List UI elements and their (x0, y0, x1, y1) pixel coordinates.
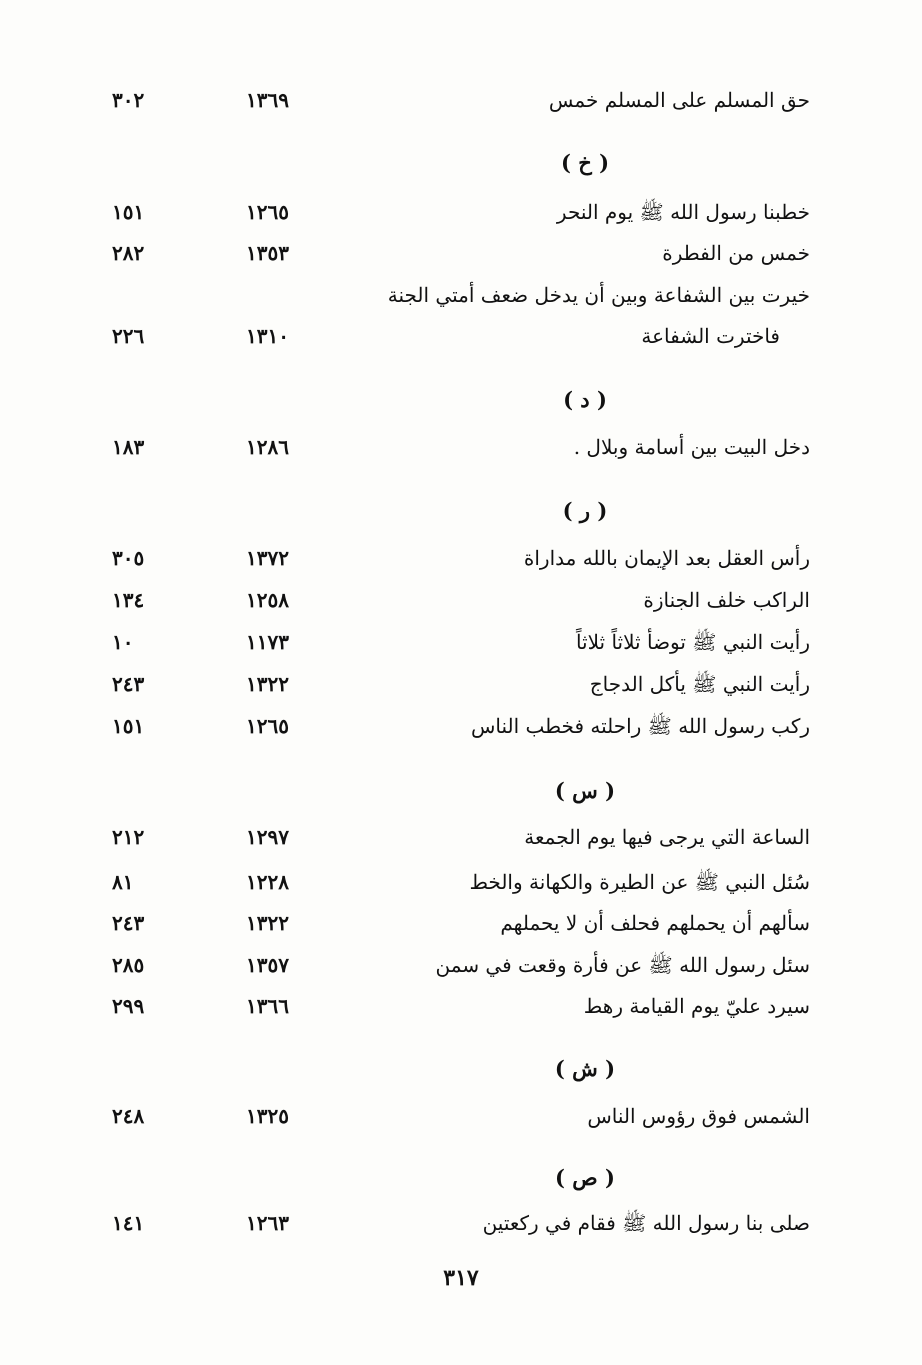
entry-text: سئل رسول الله ﷺ عن فأرة وقعت في سمن (435, 953, 810, 977)
page-reference: ١٨٣ (112, 435, 145, 459)
page-reference: ٢٤٣ (112, 672, 145, 696)
entry-text: دخل البيت بين أسامة وبلال . (573, 435, 810, 459)
entry-text: الساعة التي يرجى فيها يوم الجمعة (524, 825, 810, 849)
entry-text: خمس من الفطرة (662, 241, 810, 265)
page-reference: ٢٨٢ (112, 241, 145, 265)
entry-text: رأيت النبي ﷺ يأكل الدجاج (589, 672, 810, 696)
page-reference: ٨١ (112, 870, 134, 894)
page-reference: ١٥١ (112, 714, 145, 738)
entry-text: رأيت النبي ﷺ توضأ ثلاثاً ثلاثاً (575, 630, 810, 654)
hadith-number: ١٣٢٢ (246, 672, 289, 696)
hadith-number: ١٢٥٨ (246, 588, 289, 612)
hadith-number: ١٢٦٥ (246, 714, 289, 738)
entry-text: الشمس فوق رؤوس الناس (587, 1104, 810, 1128)
hadith-number: ١٣٥٣ (246, 241, 289, 265)
index-entry (0, 231, 922, 275)
letter-heading: ( س ) (554, 778, 616, 803)
index-entry (0, 578, 922, 622)
letter-heading: ( ش ) (554, 1056, 616, 1081)
page-number: ٣١٧ (443, 1265, 479, 1291)
index-entry (0, 901, 922, 945)
entry-text: رأس العقل بعد الإيمان بالله مداراة (523, 546, 810, 570)
hadith-number: ١٣٧٢ (246, 546, 289, 570)
letter-heading: ( خ ) (560, 150, 610, 175)
index-entry (0, 984, 922, 1028)
page-reference: ٢٨٥ (112, 953, 145, 977)
hadith-number: ١٢٢٨ (246, 870, 289, 894)
entry-text: خطبنا رسول الله ﷺ يوم النحر (556, 200, 810, 224)
hadith-number: ١٣٦٦ (246, 994, 289, 1018)
entry-text: حق المسلم على المسلم خمس (548, 88, 810, 112)
page-reference: ١٠ (112, 630, 134, 654)
index-entry (0, 662, 922, 706)
hadith-number: ١٢٩٧ (246, 825, 289, 849)
page-reference: ٣٠٥ (112, 546, 145, 570)
entry-text: صلى بنا رسول الله ﷺ فقام في ركعتين (482, 1211, 810, 1235)
letter-heading: ( ص ) (555, 1165, 615, 1190)
index-entry (0, 943, 922, 987)
entry-text: فاخترت الشفاعة (641, 324, 780, 348)
page-reference: ١٥١ (112, 200, 145, 224)
index-entry (0, 620, 922, 664)
page-reference: ١٣٤ (112, 588, 145, 612)
index-entry (0, 1201, 922, 1245)
page-reference: ٢٢٦ (112, 324, 145, 348)
hadith-number: ١٢٨٦ (246, 435, 289, 459)
entry-text: ركب رسول الله ﷺ راحلته فخطب الناس (470, 714, 810, 738)
hadith-number: ١١٧٣ (246, 630, 289, 654)
index-entry (0, 78, 922, 122)
index-entry (0, 273, 922, 317)
entry-text: سألهم أن يحملهم فحلف أن لا يحملهم (500, 911, 810, 935)
page-reference: ٢٩٩ (112, 994, 145, 1018)
letter-heading: ( د ) (563, 387, 607, 412)
page-reference: ٢٤٣ (112, 911, 145, 935)
entry-text: خيرت بين الشفاعة وبين أن يدخل ضعف أمتي الجنة (387, 283, 810, 307)
index-entry (0, 1094, 922, 1138)
hadith-number: ١٣٦٩ (246, 88, 289, 112)
hadith-number: ١٣٢٢ (246, 911, 289, 935)
entry-text: سُئل النبي ﷺ عن الطيرة والكهانة والخط (469, 870, 810, 894)
entry-text: سيرد عليّ يوم القيامة رهط (583, 994, 810, 1018)
page-reference: ٢٤٨ (112, 1104, 145, 1128)
entry-text: الراكب خلف الجنازة (643, 588, 810, 612)
hadith-number: ١٣٢٥ (246, 1104, 289, 1128)
index-entry (0, 704, 922, 748)
hadith-number: ١٣١٠ (246, 324, 289, 348)
hadith-number: ١٢٦٥ (246, 200, 289, 224)
index-entry (0, 536, 922, 580)
index-entry (0, 190, 922, 234)
hadith-number: ١٣٥٧ (246, 953, 289, 977)
index-entry (0, 860, 922, 904)
page-reference: ٣٠٢ (112, 88, 145, 112)
letter-heading: ( ر ) (562, 498, 608, 523)
index-entry (0, 425, 922, 469)
page-reference: ١٤١ (112, 1211, 145, 1235)
hadith-number: ١٢٦٣ (246, 1211, 289, 1235)
index-entry (0, 815, 922, 859)
index-entry (0, 314, 922, 358)
page-reference: ٢١٢ (112, 825, 145, 849)
